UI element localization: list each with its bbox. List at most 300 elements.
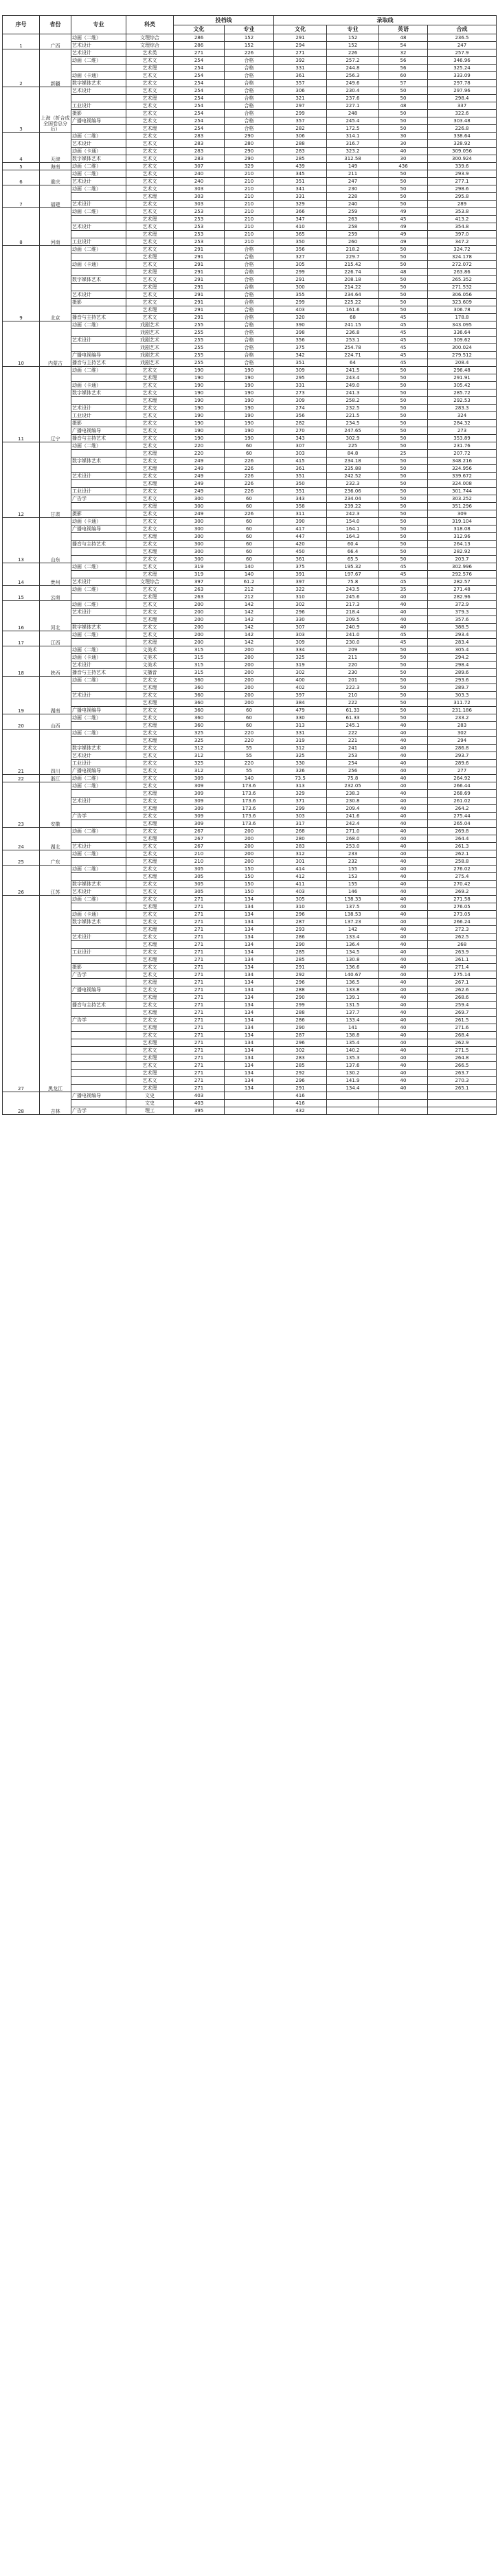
cell-subject: 艺术理 — [126, 65, 174, 72]
cell-admit-english: 50 — [379, 185, 428, 193]
cell-admit-composite: 289.7 — [428, 684, 497, 692]
cell-admit-culture: 450 — [274, 548, 327, 556]
cell-control-culture: 271 — [174, 1024, 225, 1032]
cell-subject: 艺术类 — [126, 49, 174, 57]
cell-admit-english: 40 — [379, 730, 428, 737]
cell-admit-composite: 231.76 — [428, 442, 497, 450]
cell-admit-english: 40 — [379, 594, 428, 601]
table-row — [3, 639, 497, 646]
cell-admit-culture: 351 — [274, 473, 327, 480]
cell-control-specialty: 226 — [225, 457, 274, 465]
cell-admit-specialty: 161.6 — [327, 306, 379, 314]
cell-admit-english: 56 — [379, 65, 428, 72]
cell-subject: 艺术文 — [126, 57, 174, 65]
cell-admit-culture: 327 — [274, 253, 327, 261]
cell-admit-culture: 306 — [274, 87, 327, 95]
cell-control-specialty: 190 — [225, 389, 274, 397]
cell-admit-specialty: 226.74 — [327, 269, 379, 276]
cell-admit-culture: 285 — [274, 949, 327, 956]
table-row — [3, 745, 497, 752]
cell-control-culture: 360 — [174, 692, 225, 699]
cell-admit-culture: 371 — [274, 798, 327, 805]
cell-control-specialty: 140 — [225, 563, 274, 571]
cell-subject: 艺术理 — [126, 616, 174, 624]
cell-admit-culture: 319 — [274, 662, 327, 669]
cell-admit-composite: 303.3 — [428, 692, 497, 699]
cell-seq: 23 — [3, 782, 40, 828]
cell-admit-english: 50 — [379, 276, 428, 284]
cell-admit-english: 50 — [379, 714, 428, 722]
cell-control-culture: 271 — [174, 918, 225, 926]
cell-admit-composite: 337 — [428, 102, 497, 110]
table-row — [3, 201, 497, 208]
cell-subject: 艺术文 — [126, 1077, 174, 1085]
cell-subject: 艺术文 — [126, 911, 174, 918]
cell-admit-culture: 294 — [274, 42, 327, 49]
cell-admit-english: 40 — [379, 911, 428, 918]
cell-major — [71, 979, 126, 986]
cell-control-culture: 325 — [174, 730, 225, 737]
cell-major — [71, 65, 126, 72]
table-row — [3, 450, 497, 457]
cell-admit-specialty: 209 — [327, 646, 379, 654]
table-row — [3, 873, 497, 881]
cell-control-culture: 360 — [174, 684, 225, 692]
cell-admit-culture: 296 — [274, 1077, 327, 1085]
cell-admit-culture: 286 — [274, 1017, 327, 1024]
cell-control-specialty: 190 — [225, 412, 274, 420]
cell-control-specialty — [225, 1092, 274, 1100]
cell-major: 广播电视编导 — [71, 526, 126, 533]
cell-major: 动画（卡通） — [71, 261, 126, 269]
cell-major: 广播电视编导 — [71, 707, 126, 714]
cell-control-specialty: 150 — [225, 873, 274, 881]
table-body — [3, 16, 497, 1115]
cell-province: 陕西 — [40, 646, 71, 677]
cell-admit-specialty: 224.71 — [327, 352, 379, 359]
cell-admit-composite: 298.4 — [428, 662, 497, 669]
cell-major: 动画（二维） — [71, 57, 126, 65]
cell-admit-composite: 348.216 — [428, 457, 497, 465]
cell-major — [71, 737, 126, 745]
cell-control-specialty: 190 — [225, 397, 274, 405]
table-row — [3, 541, 497, 548]
cell-major — [71, 231, 126, 238]
cell-subject: 艺术理 — [126, 805, 174, 813]
cell-admit-culture: 311 — [274, 510, 327, 518]
cell-control-culture: 190 — [174, 374, 225, 382]
cell-admit-specialty: 60.4 — [327, 541, 379, 548]
cell-subject: 艺术文 — [126, 80, 174, 87]
cell-major — [71, 820, 126, 828]
cell-control-specialty: 280 — [225, 140, 274, 148]
table-row — [3, 389, 497, 397]
table-row — [3, 155, 497, 163]
cell-admit-culture: 307 — [274, 442, 327, 450]
cell-admit-english: 50 — [379, 284, 428, 291]
cell-control-specialty: 55 — [225, 767, 274, 775]
cell-admit-culture: 292 — [274, 1070, 327, 1077]
cell-admit-specialty: 233 — [327, 850, 379, 858]
cell-control-culture: 263 — [174, 594, 225, 601]
cell-admit-culture: 361 — [274, 556, 327, 563]
header-major: 专业 — [71, 16, 126, 34]
cell-seq: 7 — [3, 185, 40, 208]
cell-admit-english: 45 — [379, 337, 428, 344]
cell-control-specialty: 60 — [225, 722, 274, 730]
cell-control-specialty: 134 — [225, 1047, 274, 1054]
cell-control-specialty: 合格 — [225, 65, 274, 72]
table-row — [3, 616, 497, 624]
table-row — [3, 601, 497, 609]
cell-control-specialty: 220 — [225, 737, 274, 745]
cell-major: 广告学 — [71, 495, 126, 503]
cell-seq: 12 — [3, 442, 40, 518]
cell-control-culture: 397 — [174, 578, 225, 586]
cell-major — [71, 1100, 126, 1107]
cell-admit-specialty: 312.58 — [327, 155, 379, 163]
cell-admit-composite — [428, 1107, 497, 1115]
cell-subject: 艺术文 — [126, 866, 174, 873]
cell-control-specialty: 60 — [225, 526, 274, 533]
cell-control-specialty: 134 — [225, 941, 274, 949]
cell-admit-culture: 283 — [274, 148, 327, 155]
cell-admit-specialty: 137.5 — [327, 903, 379, 911]
cell-admit-english: 50 — [379, 405, 428, 412]
cell-control-culture: 303 — [174, 201, 225, 208]
table-row — [3, 420, 497, 427]
cell-admit-specialty: 256 — [327, 767, 379, 775]
cell-admit-english: 40 — [379, 994, 428, 1002]
cell-major: 动画（二维） — [71, 442, 126, 450]
cell-control-culture: 240 — [174, 170, 225, 178]
table-row — [3, 1032, 497, 1039]
cell-control-culture: 291 — [174, 261, 225, 269]
cell-major: 播音与主持艺术 — [71, 1002, 126, 1009]
cell-major: 工业设计 — [71, 949, 126, 956]
cell-control-specialty: 合格 — [225, 80, 274, 87]
cell-admit-culture: 321 — [274, 95, 327, 102]
cell-admit-composite: 306.056 — [428, 291, 497, 299]
cell-admit-composite: 271.5 — [428, 1047, 497, 1054]
cell-admit-composite: 268.6 — [428, 994, 497, 1002]
cell-admit-english: 49 — [379, 238, 428, 246]
cell-subject: 艺术理 — [126, 1039, 174, 1047]
cell-admit-culture: 345 — [274, 170, 327, 178]
table-row — [3, 321, 497, 329]
cell-seq: 11 — [3, 367, 40, 442]
table-row — [3, 329, 497, 337]
cell-control-culture: 200 — [174, 601, 225, 609]
cell-major — [71, 548, 126, 556]
cell-control-specialty: 134 — [225, 911, 274, 918]
cell-admit-english: 40 — [379, 616, 428, 624]
cell-subject: 艺术理 — [126, 873, 174, 881]
cell-control-culture: 255 — [174, 344, 225, 352]
cell-control-specialty: 134 — [225, 934, 274, 941]
cell-admit-specialty: 141.9 — [327, 1077, 379, 1085]
table-row — [3, 133, 497, 140]
cell-control-culture: 300 — [174, 503, 225, 510]
cell-admit-english: 50 — [379, 526, 428, 533]
cell-control-culture: 190 — [174, 435, 225, 442]
cell-admit-specialty: 135.4 — [327, 1039, 379, 1047]
cell-subject: 艺术文 — [126, 163, 174, 170]
cell-admit-composite: 231.186 — [428, 707, 497, 714]
cell-admit-english: 57 — [379, 80, 428, 87]
cell-control-culture: 271 — [174, 1032, 225, 1039]
cell-control-culture: 303 — [174, 193, 225, 201]
cell-admit-english: 50 — [379, 503, 428, 510]
cell-admit-english: 50 — [379, 707, 428, 714]
cell-admit-composite: 265.352 — [428, 276, 497, 284]
cell-admit-specialty: 215.42 — [327, 261, 379, 269]
table-row — [3, 503, 497, 510]
header-admit-line: 录取线 — [274, 16, 497, 25]
cell-control-specialty: 61.2 — [225, 578, 274, 586]
cell-admit-composite: 379.3 — [428, 609, 497, 616]
cell-admit-composite: 275.4 — [428, 873, 497, 881]
cell-admit-composite: 272.3 — [428, 926, 497, 934]
cell-admit-specialty: 154.0 — [327, 518, 379, 526]
table-row — [3, 178, 497, 185]
cell-admit-english: 50 — [379, 193, 428, 201]
table-row — [3, 1002, 497, 1009]
cell-admit-english: 50 — [379, 473, 428, 480]
cell-admit-english: 45 — [379, 321, 428, 329]
cell-admit-culture: 317 — [274, 820, 327, 828]
cell-subject: 艺术理 — [126, 1085, 174, 1092]
cell-admit-composite: 293.4 — [428, 631, 497, 639]
cell-subject: 艺术文 — [126, 843, 174, 850]
cell-admit-culture: 361 — [274, 465, 327, 473]
cell-admit-culture: 342 — [274, 352, 327, 359]
cell-control-specialty: 合格 — [225, 117, 274, 125]
cell-admit-english: 30 — [379, 140, 428, 148]
cell-admit-english: 50 — [379, 382, 428, 389]
cell-admit-specialty: 137.7 — [327, 1009, 379, 1017]
table-row — [3, 730, 497, 737]
cell-seq: 22 — [3, 775, 40, 782]
cell-admit-culture: 403 — [274, 888, 327, 896]
cell-admit-composite: 262.6 — [428, 986, 497, 994]
cell-major: 数字媒体艺术 — [71, 457, 126, 465]
table-row — [3, 684, 497, 692]
cell-admit-composite: 273.05 — [428, 911, 497, 918]
cell-subject: 艺术文 — [126, 140, 174, 148]
cell-admit-english: 25 — [379, 450, 428, 457]
table-row — [3, 813, 497, 820]
cell-admit-composite: 294.2 — [428, 654, 497, 662]
cell-subject: 艺术文 — [126, 291, 174, 299]
cell-major: 艺术设计 — [71, 578, 126, 586]
cell-control-specialty: 152 — [225, 42, 274, 49]
cell-admit-english: 45 — [379, 563, 428, 571]
cell-subject: 艺术文 — [126, 420, 174, 427]
cell-admit-specialty: 221.5 — [327, 412, 379, 420]
cell-major — [71, 556, 126, 563]
cell-major: 动画（卡通） — [71, 72, 126, 80]
cell-subject: 艺术文 — [126, 314, 174, 321]
cell-subject: 文美术 — [126, 654, 174, 662]
cell-admit-composite: 303.48 — [428, 117, 497, 125]
table-row — [3, 299, 497, 306]
cell-admit-english: 50 — [379, 646, 428, 654]
cell-admit-culture: 293 — [274, 926, 327, 934]
cell-admit-culture: 271 — [274, 49, 327, 57]
cell-major: 播音与主持艺术 — [71, 669, 126, 677]
cell-control-culture: 305 — [174, 881, 225, 888]
cell-admit-specialty: 217.3 — [327, 601, 379, 609]
table-row — [3, 1085, 497, 1092]
cell-admit-composite: 282.92 — [428, 548, 497, 556]
table-row — [3, 276, 497, 284]
cell-admit-composite: 269.8 — [428, 828, 497, 835]
cell-admit-culture: 330 — [274, 760, 327, 767]
cell-major — [71, 1032, 126, 1039]
cell-control-specialty: 合格 — [225, 110, 274, 117]
cell-major — [71, 903, 126, 911]
cell-admit-culture: 326 — [274, 767, 327, 775]
cell-control-specialty: 173.6 — [225, 813, 274, 820]
cell-major — [71, 1054, 126, 1062]
cell-admit-culture: 325 — [274, 654, 327, 662]
cell-admit-composite: 289.6 — [428, 760, 497, 767]
cell-admit-specialty: 227.1 — [327, 102, 379, 110]
cell-control-specialty: 200 — [225, 858, 274, 866]
table-row — [3, 866, 497, 873]
cell-major: 动画（卡通） — [71, 911, 126, 918]
cell-admit-composite: 277 — [428, 767, 497, 775]
cell-province: 上海（折合成全国卷总分后） — [40, 87, 71, 133]
table-row — [3, 495, 497, 503]
cell-control-culture: 291 — [174, 306, 225, 314]
cell-control-culture: 267 — [174, 835, 225, 843]
cell-admit-composite: 276.02 — [428, 866, 497, 873]
table-row — [3, 344, 497, 352]
cell-control-specialty: 190 — [225, 405, 274, 412]
cell-control-culture: 249 — [174, 473, 225, 480]
cell-admit-composite: 293.6 — [428, 677, 497, 684]
cell-subject: 艺术文 — [126, 223, 174, 231]
cell-major — [71, 1062, 126, 1070]
cell-admit-culture: 361 — [274, 72, 327, 80]
cell-subject: 艺术文 — [126, 752, 174, 760]
cell-control-specialty: 55 — [225, 745, 274, 752]
cell-subject: 艺术理 — [126, 699, 174, 707]
cell-admit-culture: 390 — [274, 321, 327, 329]
cell-admit-specialty: 164.3 — [327, 533, 379, 541]
cell-control-specialty: 212 — [225, 586, 274, 594]
cell-admit-specialty: 271.0 — [327, 828, 379, 835]
cell-admit-english: 50 — [379, 95, 428, 102]
cell-admit-english: 40 — [379, 760, 428, 767]
cell-control-specialty: 134 — [225, 896, 274, 903]
cell-admit-culture: 310 — [274, 903, 327, 911]
table-row — [3, 548, 497, 556]
cell-control-specialty: 134 — [225, 979, 274, 986]
cell-admit-specialty: 133.8 — [327, 986, 379, 994]
cell-subject: 艺术理 — [126, 216, 174, 223]
cell-major — [71, 1077, 126, 1085]
cell-admit-english: 50 — [379, 125, 428, 133]
cell-major — [71, 1039, 126, 1047]
cell-control-specialty: 142 — [225, 631, 274, 639]
cell-admit-specialty: 254 — [327, 760, 379, 767]
cell-control-culture: 253 — [174, 231, 225, 238]
cell-control-culture: 271 — [174, 926, 225, 934]
table-row — [3, 208, 497, 216]
cell-seq: 16 — [3, 601, 40, 631]
cell-admit-composite: 272.072 — [428, 261, 497, 269]
cell-admit-specialty: 137.23 — [327, 918, 379, 926]
cell-control-culture: 271 — [174, 1070, 225, 1077]
cell-major: 摄影 — [71, 420, 126, 427]
cell-control-culture: 249 — [174, 488, 225, 495]
cell-admit-culture: 410 — [274, 223, 327, 231]
cell-subject: 艺术理 — [126, 253, 174, 261]
cell-major — [71, 1047, 126, 1054]
cell-admit-composite — [428, 1100, 497, 1107]
cell-subject: 艺术文 — [126, 185, 174, 193]
cell-major — [71, 397, 126, 405]
cell-control-culture: 325 — [174, 760, 225, 767]
table-row — [3, 223, 497, 231]
cell-admit-english: 45 — [379, 314, 428, 321]
cell-admit-specialty: 249.0 — [327, 382, 379, 389]
cell-admit-culture: 331 — [274, 65, 327, 72]
cell-subject: 艺术文 — [126, 1002, 174, 1009]
cell-control-culture: 254 — [174, 72, 225, 80]
cell-admit-composite: 305.4 — [428, 646, 497, 654]
cell-admit-culture: 329 — [274, 201, 327, 208]
cell-control-specialty: 142 — [225, 601, 274, 609]
cell-admit-specialty: 138.33 — [327, 896, 379, 903]
cell-control-culture: 291 — [174, 269, 225, 276]
cell-major — [71, 571, 126, 578]
cell-control-culture: 283 — [174, 148, 225, 155]
table-row — [3, 238, 497, 246]
cell-admit-specialty: 138.53 — [327, 911, 379, 918]
cell-admit-specialty: 302.9 — [327, 435, 379, 442]
cell-admit-english: 40 — [379, 790, 428, 798]
table-row — [3, 934, 497, 941]
table-row — [3, 1039, 497, 1047]
cell-major: 广播电视编导 — [71, 1092, 126, 1100]
cell-admit-specialty: 235.88 — [327, 465, 379, 473]
cell-control-culture: 286 — [174, 42, 225, 49]
cell-admit-english: 40 — [379, 850, 428, 858]
cell-major: 动画（二维） — [71, 646, 126, 654]
cell-admit-english: 40 — [379, 767, 428, 775]
cell-admit-english: 30 — [379, 155, 428, 163]
cell-subject: 艺术文 — [126, 510, 174, 518]
cell-major — [71, 722, 126, 730]
table-row — [3, 624, 497, 631]
cell-admit-composite: 271.58 — [428, 896, 497, 903]
cell-admit-specialty: 218.4 — [327, 609, 379, 616]
cell-admit-english: 40 — [379, 722, 428, 730]
cell-admit-culture: 270 — [274, 427, 327, 435]
cell-control-specialty: 134 — [225, 1002, 274, 1009]
table-row — [3, 412, 497, 420]
cell-major: 数字媒体艺术 — [71, 745, 126, 752]
cell-admit-composite: 324.72 — [428, 246, 497, 253]
table-row — [3, 790, 497, 798]
cell-admit-culture: 268 — [274, 828, 327, 835]
cell-control-culture: 271 — [174, 1085, 225, 1092]
table-row — [3, 1017, 497, 1024]
